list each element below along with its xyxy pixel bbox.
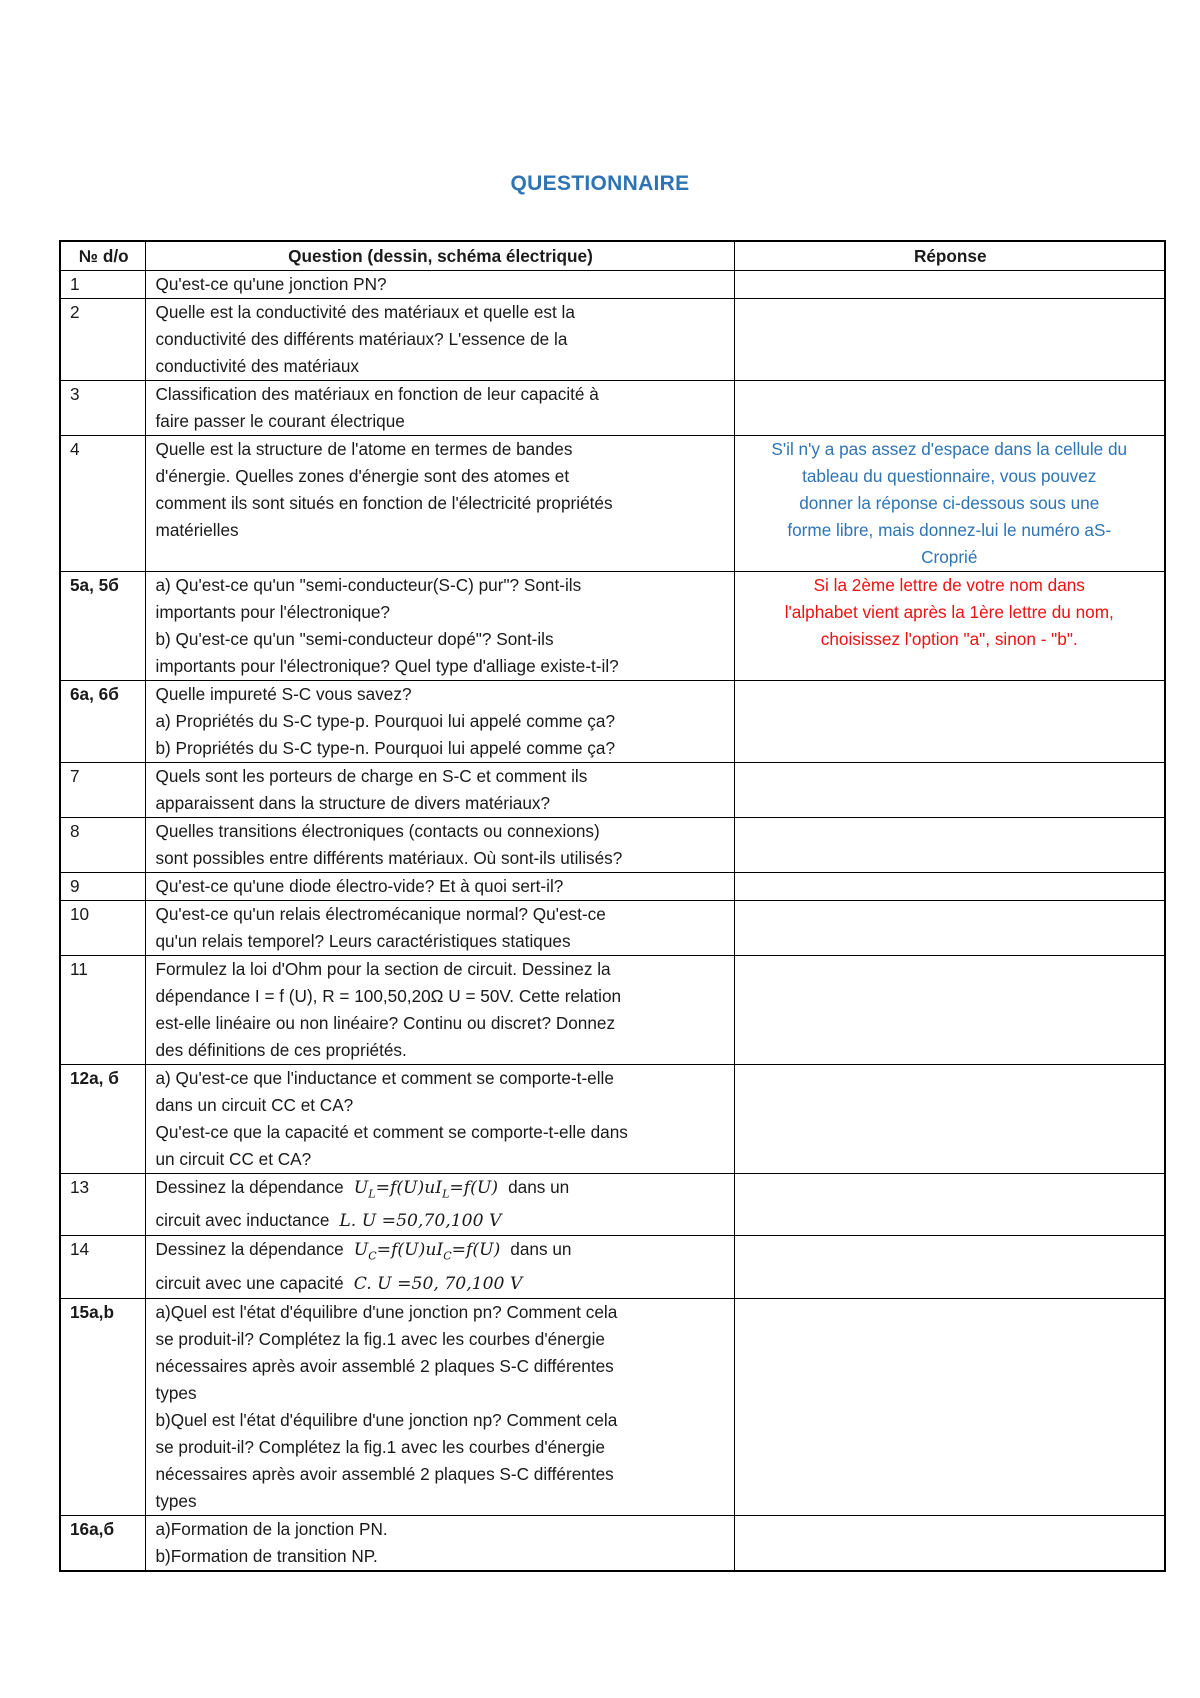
question-cell	[145, 956, 734, 1065]
answer-cell[interactable]	[734, 1515, 1165, 1571]
question-line	[156, 1207, 726, 1235]
question-line: Qu'est-ce que la capacité et comment se comporte-t-elle dans	[155, 1122, 628, 1142]
question-line: types	[155, 1490, 197, 1511]
question-cell	[145, 1236, 734, 1298]
table-row	[60, 818, 1165, 873]
row-number: 12a, б	[60, 1065, 145, 1174]
row-number: 16a,б	[60, 1515, 145, 1571]
question-line: a)Formation de la jonction PN.	[155, 1518, 388, 1539]
question-line: a) Propriétés du S-C type-p. Pourquoi lui appelé comme ça?	[155, 711, 616, 731]
answer-cell[interactable]	[734, 271, 1165, 299]
answer-cell[interactable]	[734, 1174, 1165, 1236]
table-row	[60, 299, 1165, 381]
question-cell	[145, 1298, 734, 1515]
formula-subscript: C	[368, 1249, 377, 1263]
table-row	[60, 1298, 1165, 1515]
question-line: sont possibles entre différents matériaux. Où sont-ils utilisés?	[155, 848, 623, 868]
question-line: Quelle est la structure de l'atome en termes de bandes	[155, 439, 573, 459]
question-line: Qu'est-ce qu'un relais électromécanique normal? Qu'est-ce	[155, 904, 606, 924]
question-cell	[145, 901, 734, 956]
question-line: b) Propriétés du S-C type-n. Pourquoi lui appelé comme ça?	[155, 738, 616, 758]
question-cell	[145, 271, 734, 299]
row-number: 8	[60, 818, 145, 873]
question-line: matérielles	[155, 520, 239, 540]
formula-subscript: C	[443, 1249, 452, 1263]
answer-cell[interactable]	[734, 818, 1165, 873]
question-line	[156, 1236, 726, 1269]
question-cell	[145, 299, 734, 381]
question-line: b)Quel est l'état d'équilibre d'une jonction np? Comment cela	[155, 1409, 618, 1430]
formula-part: U	[353, 1240, 369, 1261]
answer-cell[interactable]	[734, 381, 1165, 436]
question-line: importants pour l'électronique?	[155, 602, 390, 622]
question-line: nécessaires après avoir assemblé 2 plaques S-C différentes	[155, 1355, 614, 1376]
question-cell	[145, 1174, 734, 1236]
question-line: est-elle linéaire ou non linéaire? Continu ou discret? Donnez	[155, 1013, 616, 1033]
formula	[353, 1240, 501, 1263]
question-line	[156, 1270, 726, 1298]
row-number: 9	[60, 873, 145, 901]
question-line: nécessaires après avoir assemblé 2 plaques S-C différentes	[155, 1463, 614, 1484]
table-row	[60, 381, 1165, 436]
row-number: 15a,b	[60, 1298, 145, 1515]
row-number: 5a, 5б	[60, 572, 145, 681]
table-row	[60, 1236, 1165, 1298]
table-row	[60, 1065, 1165, 1174]
question-line: des définitions de ces propriétés.	[155, 1040, 407, 1060]
answer-cell[interactable]	[734, 299, 1165, 381]
table-row	[60, 873, 1165, 901]
question-cell	[145, 681, 734, 763]
row-number: 4	[60, 436, 145, 572]
question-line: faire passer le courant électrique	[155, 411, 405, 431]
page-title: QUESTIONNAIRE	[510, 172, 690, 195]
question-text: Dessinez la dépendance	[155, 1177, 344, 1197]
formula-subscript: L	[368, 1187, 376, 1201]
question-line: Quelle impureté S-C vous savez?	[155, 684, 412, 704]
question-line: un circuit CC et CA?	[155, 1149, 312, 1169]
answer-note-line: l'alphabet vient après la 1ère lettre du nom,	[784, 602, 1114, 622]
question-text: dans un	[510, 1239, 572, 1260]
row-number: 1	[60, 271, 145, 299]
answer-note-line: S'il n'y a pas assez d'espace dans la cellule du	[771, 439, 1128, 459]
answer-note-line: Si la 2ème lettre de votre nom dans	[813, 575, 1085, 595]
formula-part: =f(U)	[451, 1240, 501, 1261]
question-line: conductivité des matériaux	[155, 356, 359, 376]
formula-part: U	[353, 1178, 369, 1198]
question-line: qu'un relais temporel? Leurs caractéristiques statiques	[155, 931, 571, 951]
question-line: Formulez la loi d'Ohm pour la section de circuit. Dessinez la	[155, 959, 611, 979]
question-line: a) Qu'est-ce que l'inductance et comment se comporte-t-elle	[155, 1068, 614, 1088]
question-line: Quels sont les porteurs de charge en S-C et comment ils	[155, 766, 588, 786]
question-cell	[145, 1515, 734, 1571]
question-line: conductivité des différents matériaux? L'essence de la	[155, 329, 568, 349]
table-header-row	[60, 241, 1165, 271]
question-line: apparaissent dans la structure de divers matériaux?	[155, 793, 551, 813]
answer-cell[interactable]	[734, 1298, 1165, 1515]
table-row	[60, 956, 1165, 1065]
answer-note-line: choisissez l'option "a", sinon - "b".	[820, 629, 1078, 649]
table-row	[60, 763, 1165, 818]
row-number: 3	[60, 381, 145, 436]
table-row	[60, 681, 1165, 763]
formula-part: =f(U)uI	[376, 1240, 444, 1261]
table-row	[60, 436, 1165, 572]
answer-cell[interactable]	[734, 681, 1165, 763]
question-cell	[145, 873, 734, 901]
question-text: Dessinez la dépendance	[155, 1239, 344, 1260]
header-answer: Réponse	[734, 241, 1165, 271]
table-row	[60, 1515, 1165, 1571]
question-line: dépendance I = f (U), R = 100,50,20Ω U = 50V. Cette relation	[155, 986, 622, 1006]
question-line: Quelle est la conductivité des matériaux et quelle est la	[155, 302, 575, 322]
answer-cell[interactable]	[734, 436, 1165, 572]
answer-note-line: forme libre, mais donnez-lui le numéro aS-	[787, 520, 1112, 540]
question-line: Qu'est-ce qu'une jonction PN?	[155, 274, 387, 294]
question-text: dans un	[508, 1177, 570, 1197]
question-cell	[145, 381, 734, 436]
question-line: comment ils sont situés en fonction de l'électricité propriétés	[155, 493, 613, 513]
table-row	[60, 1174, 1165, 1236]
answer-cell[interactable]	[734, 1065, 1165, 1174]
question-line: importants pour l'électronique? Quel type d'alliage existe-t-il?	[155, 656, 619, 676]
header-question: Question (dessin, schéma électrique)	[145, 241, 734, 271]
question-cell	[145, 436, 734, 572]
question-line: Quelles transitions électroniques (contacts ou connexions)	[155, 821, 600, 841]
question-cell	[145, 763, 734, 818]
answer-cell[interactable]	[734, 1236, 1165, 1298]
question-line: b)Formation de transition NP.	[155, 1545, 378, 1566]
questionnaire-table	[59, 240, 1166, 1572]
answer-cell[interactable]	[734, 763, 1165, 818]
question-line: dans un circuit CC et CA?	[155, 1095, 354, 1115]
question-text: circuit avec inductance	[155, 1210, 330, 1231]
row-number: 7	[60, 763, 145, 818]
formula: L. U =50,70,100 V	[339, 1211, 502, 1232]
question-line: Classification des matériaux en fonction de leur capacité à	[155, 384, 599, 404]
table-row	[60, 901, 1165, 956]
answer-note-line: donner la réponse ci-dessous sous une	[799, 493, 1100, 513]
question-line	[156, 1174, 726, 1207]
question-line: Qu'est-ce qu'une diode électro-vide? Et à quoi sert-il?	[155, 876, 564, 896]
question-cell	[145, 1065, 734, 1174]
formula	[353, 1178, 499, 1201]
row-number: 11	[60, 956, 145, 1065]
row-number: 6a, 6б	[60, 681, 145, 763]
question-line: d'énergie. Quelles zones d'énergie sont des atomes et	[155, 466, 570, 486]
question-cell	[145, 818, 734, 873]
question-line: a) Qu'est-ce qu'un "semi-conducteur(S-C) pur"? Sont-ils	[155, 575, 582, 595]
row-number: 14	[60, 1236, 145, 1298]
question-line: a)Quel est l'état d'équilibre d'une jonction pn? Comment cela	[155, 1301, 618, 1322]
question-line: se produit-il? Complétez la fig.1 avec les courbes d'énergie	[155, 1328, 605, 1349]
answer-cell[interactable]	[734, 956, 1165, 1065]
question-text: circuit avec une capacité	[155, 1272, 344, 1293]
row-number: 13	[60, 1174, 145, 1236]
answer-note-line: Croprié	[921, 547, 978, 567]
question-line: b) Qu'est-ce qu'un "semi-conducteur dopé"? Sont-ils	[155, 629, 554, 649]
question-line: se produit-il? Complétez la fig.1 avec les courbes d'énergie	[155, 1436, 605, 1457]
question-cell	[145, 572, 734, 681]
formula-part: =f(U)uI	[375, 1178, 443, 1198]
formula-subscript: L	[442, 1187, 450, 1201]
formula: C. U =50, 70,100 V	[353, 1273, 523, 1294]
answer-cell[interactable]	[734, 873, 1165, 901]
row-number: 2	[60, 299, 145, 381]
table-row	[60, 271, 1165, 299]
answer-note-line: tableau du questionnaire, vous pouvez	[802, 466, 1097, 486]
header-number: № d/o	[60, 241, 145, 271]
answer-cell[interactable]	[734, 901, 1165, 956]
answer-cell[interactable]	[734, 572, 1165, 681]
row-number: 10	[60, 901, 145, 956]
question-line: types	[155, 1382, 197, 1403]
formula-part: =f(U)	[449, 1178, 499, 1198]
table-row	[60, 572, 1165, 681]
